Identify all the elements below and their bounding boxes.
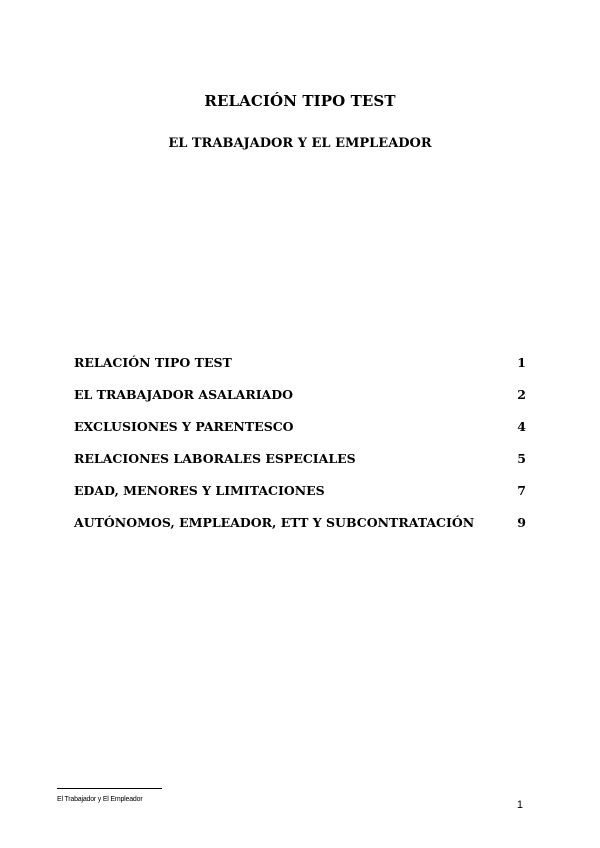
footer-text: El Trabajador y El Empleador bbox=[57, 796, 143, 803]
toc-entry[interactable] bbox=[74, 451, 526, 483]
toc-entry-label: RELACIONES LABORALES ESPECIALES bbox=[74, 451, 356, 466]
toc-entry[interactable] bbox=[74, 483, 526, 515]
document-subtitle: EL TRABAJADOR Y EL EMPLEADOR bbox=[168, 136, 432, 151]
toc-entry-page: 2 bbox=[517, 387, 526, 402]
document-title: RELACIÓN TIPO TEST bbox=[204, 92, 396, 110]
footer-divider bbox=[57, 788, 162, 789]
toc-entry-page: 1 bbox=[517, 355, 526, 370]
toc-entry-page: 5 bbox=[517, 451, 526, 466]
toc-entry-label: EL TRABAJADOR ASALARIADO bbox=[74, 387, 293, 402]
toc-entry[interactable] bbox=[74, 419, 526, 451]
toc-entry[interactable] bbox=[74, 355, 526, 387]
toc-entry-label: RELACIÓN TIPO TEST bbox=[74, 355, 232, 370]
toc-entry[interactable] bbox=[74, 515, 526, 547]
toc-entry-page: 4 bbox=[517, 419, 526, 434]
toc-entry-page: 7 bbox=[517, 483, 526, 498]
page-number: 1 bbox=[516, 799, 523, 811]
toc-entry-label: EDAD, MENORES Y LIMITACIONES bbox=[74, 483, 325, 498]
toc-entry[interactable] bbox=[74, 387, 526, 419]
toc-entry-page: 9 bbox=[517, 515, 526, 530]
toc-entry-label: EXCLUSIONES Y PARENTESCO bbox=[74, 419, 294, 434]
toc-entry-label: AUTÓNOMOS, EMPLEADOR, ETT Y SUBCONTRATACIÓN bbox=[74, 515, 475, 530]
table-of-contents bbox=[74, 355, 526, 547]
